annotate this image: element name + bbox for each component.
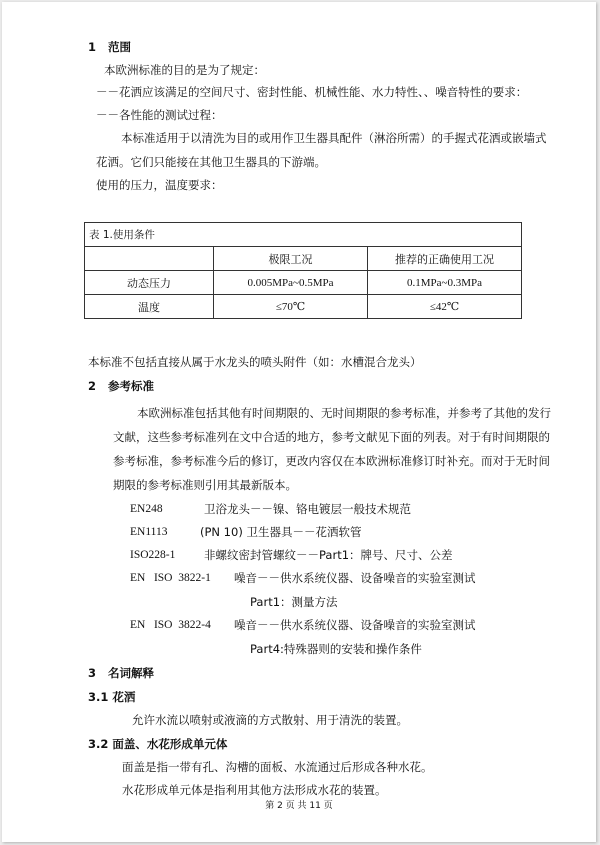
- paragraph: 水花形成单元体是指利用其他方法形成水花的装置。: [122, 783, 387, 797]
- paragraph: 本欧洲标准包括其他有时间期限的、无时间期限的参考标准，并参考了其他的发行: [137, 406, 551, 420]
- ref-code: EN1113: [130, 526, 168, 538]
- table-cell: 动态压力: [85, 271, 214, 295]
- paragraph: 使用的压力，温度要求：: [96, 178, 223, 192]
- table-row: [85, 271, 522, 295]
- table-cell: 0.1MPa~0.3MPa: [368, 271, 522, 295]
- paragraph: －－花洒应该满足的空间尺寸、密封性能、机械性能、水力特性、、噪音特性的要求：: [96, 85, 528, 99]
- ref-desc: 噪音－－供水系统仪器、设备噪音的实验室测试: [234, 618, 476, 632]
- ref-code: EN248: [130, 503, 163, 515]
- paragraph: 本欧洲标准的目的是为了规定：: [104, 63, 265, 77]
- section-3-heading: [88, 666, 154, 680]
- paragraph: 允许水流以喷射或液滴的方式散射、用于清洗的装置。: [132, 713, 408, 727]
- paragraph: 期限的参考标准则引用其最新版本。: [113, 478, 297, 492]
- ref-desc: 噪音－－供水系统仪器、设备噪音的实验室测试: [234, 571, 476, 585]
- paragraph: 花洒。它们只能接在其他卫生器具的下游端。: [96, 155, 326, 169]
- section-3-2-heading: [88, 737, 227, 751]
- section-title: 范围: [108, 40, 132, 54]
- ref-desc: 卫浴龙头－－镍、铬电镀层一般技术规范: [204, 502, 411, 516]
- section-1-heading: [88, 40, 131, 54]
- section-3-1-heading: [88, 690, 135, 704]
- ref-code: EN ISO 3822-1: [130, 572, 211, 584]
- section-number: 3: [88, 666, 97, 680]
- section-title: 花洒: [112, 690, 136, 704]
- ref-code: EN ISO 3822-4: [130, 619, 211, 631]
- table-cell: ≤70℃: [214, 295, 368, 319]
- paragraph: 本标准不包括直接从属于水龙头的喷头附件（如：水槽混合龙头）: [88, 355, 422, 369]
- ref-desc: 非螺纹密封管螺纹－－Part1：牌号、尺寸、公差: [204, 548, 453, 562]
- section-number: 2: [88, 379, 97, 393]
- ref-part: Part1：测量方法: [250, 595, 338, 609]
- table-header-cell: [85, 247, 214, 271]
- section-title: 参考标准: [108, 379, 155, 393]
- paragraph: －－各性能的测试过程：: [96, 108, 223, 122]
- paragraph: 面盖是指一带有孔、沟槽的面板、水流通过后形成各种水花。: [122, 760, 433, 774]
- section-number: 3.2: [88, 737, 109, 751]
- ref-desc: (PN 10) 卫生器具－－花洒软管: [200, 525, 362, 539]
- section-title: 面盖、水花形成单元体: [112, 737, 228, 751]
- table-cell: ≤42℃: [368, 295, 522, 319]
- section-number: 3.1: [88, 690, 109, 704]
- paragraph: 本标准适用于以清洗为目的或用作卫生器具配件（淋浴所需）的手握式花洒或嵌墙式: [121, 131, 547, 145]
- section-number: 1: [88, 40, 97, 54]
- ref-part: Part4:特殊器则的安装和操作条件: [250, 642, 422, 656]
- document-page: [2, 2, 596, 842]
- table-header-row: [85, 247, 522, 271]
- page-footer: 第 2 页 共 11 页: [265, 801, 333, 811]
- table-caption-row: [85, 223, 522, 247]
- section-title: 名词解释: [108, 666, 155, 680]
- table-header-cell: 极限工况: [214, 247, 368, 271]
- table-row: [85, 295, 522, 319]
- paragraph: 文献，这些参考标准列在文中合适的地方，参考文献见下面的列表。对于有时间期限的: [113, 430, 550, 444]
- paragraph: 参考标准，参考标准今后的修订，更改内容仅在本欧洲标准修订时补充。而对于无时间: [113, 454, 550, 468]
- table-caption: 表 1.使用条件: [85, 223, 522, 247]
- table-header-cell: 推荐的正确使用工况: [368, 247, 522, 271]
- table-cell: 0.005MPa~0.5MPa: [214, 271, 368, 295]
- conditions-table: [84, 222, 522, 319]
- section-2-heading: [88, 379, 154, 393]
- table-cell: 温度: [85, 295, 214, 319]
- ref-code: ISO228-1: [130, 549, 176, 561]
